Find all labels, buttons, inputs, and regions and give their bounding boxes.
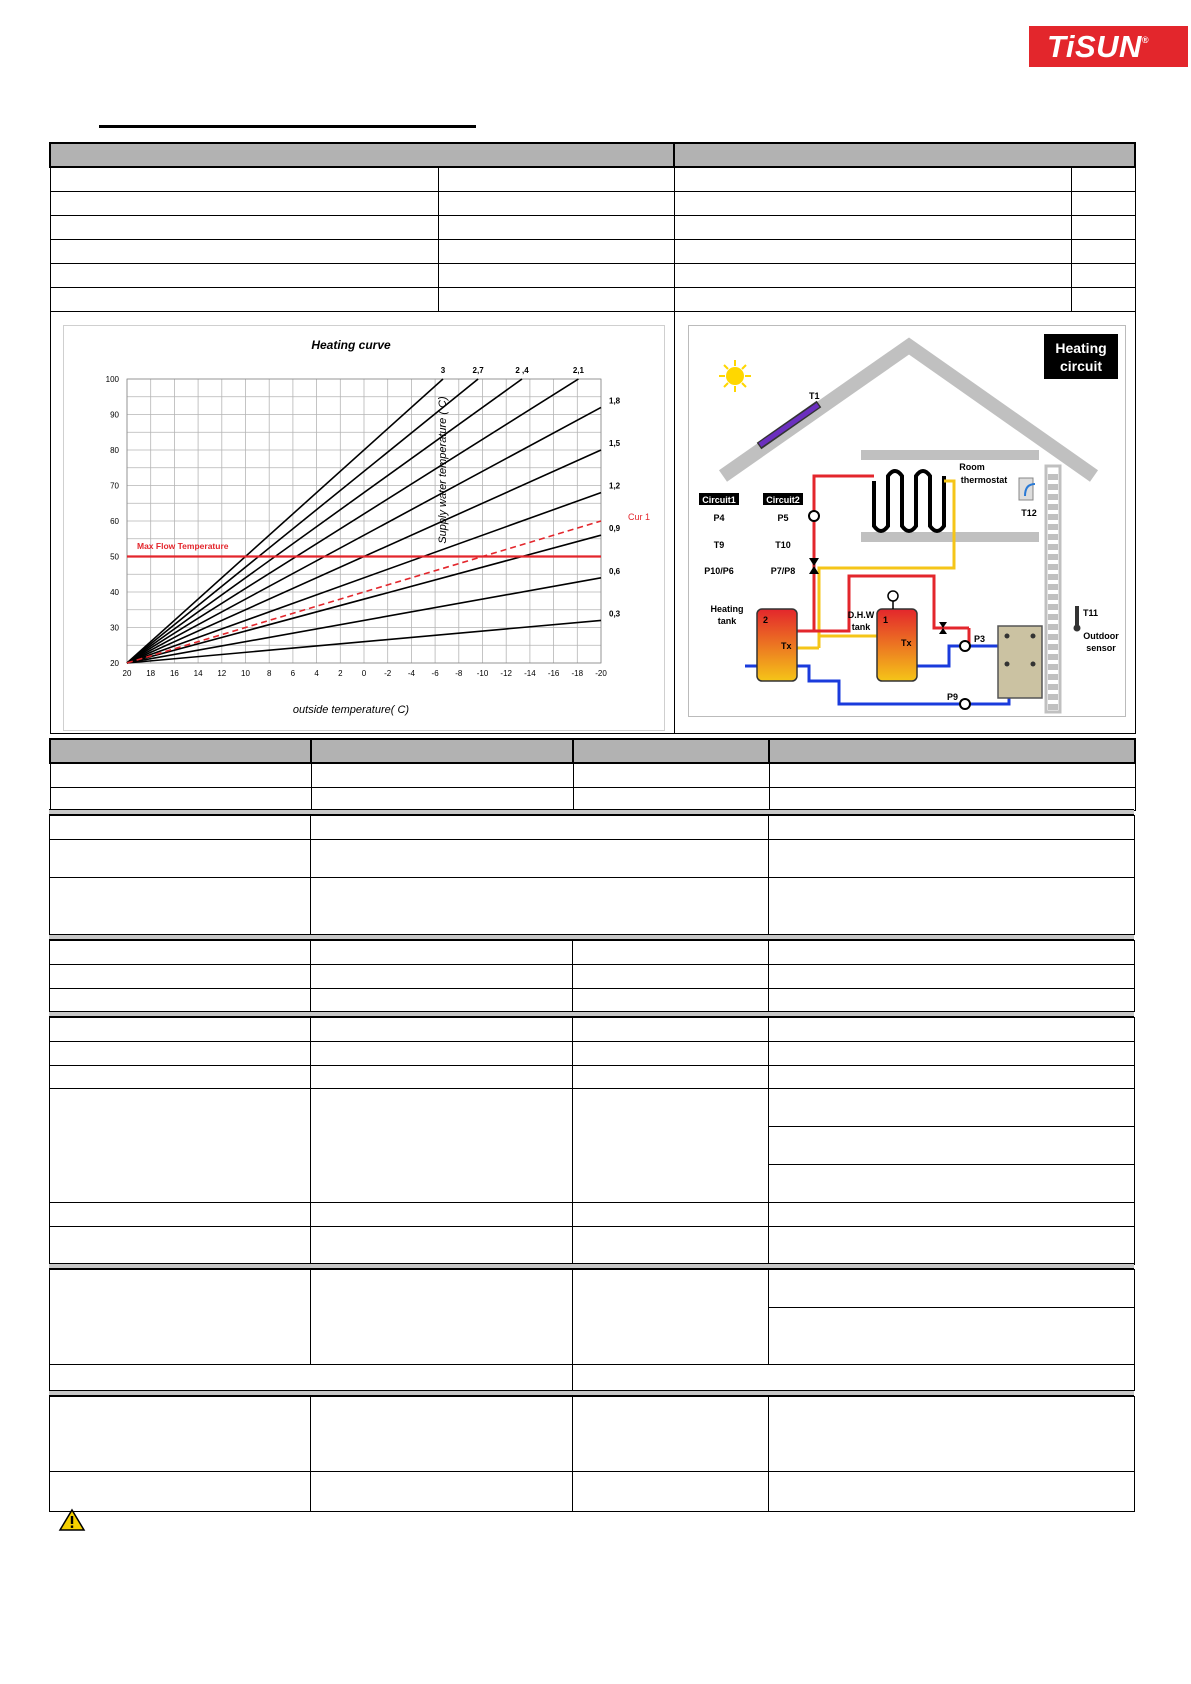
floor-heating-coil [874,471,944,531]
label-outdoor-2: sensor [1086,643,1116,653]
y-tick-label: 30 [110,623,119,633]
x-tick-label: -18 [571,669,584,678]
label-t12: T12 [1021,508,1037,518]
sun-icon [719,360,751,392]
label-heating-tank-1: Heating [710,604,744,614]
label-dhw-2: tank [851,622,871,632]
cell [311,1397,573,1472]
x-tick-label: 6 [290,669,296,678]
y-tick-label: 50 [110,552,119,562]
cell [769,1227,1135,1265]
cell [573,941,769,965]
heating-circuit-diagram [689,326,1127,718]
cell [438,263,674,287]
curve-label-top: 3 [440,366,446,375]
table-row [50,1472,1135,1512]
x-tick-label: -2 [384,669,392,678]
cell [769,1042,1135,1066]
wall-rung [1048,614,1058,620]
label-t11: T11 [1083,608,1099,618]
cell [311,1270,573,1365]
cell [311,787,573,810]
x-tick-label: 16 [169,669,179,678]
top-header-right [674,143,1135,167]
wall-rung [1048,474,1058,480]
curve-label-right: 1,8 [609,396,621,406]
x-tick-label: -6 [431,669,439,678]
x-tick-label: 14 [193,669,203,678]
wall-rung [1048,604,1058,610]
cell [573,1066,769,1089]
cell [573,1089,769,1203]
cell [769,787,1135,810]
cell [573,1365,1135,1391]
x-tick-label: 18 [146,669,156,678]
cell [573,763,769,787]
cell [769,1308,1135,1365]
curve-label-top: 2,1 [572,366,584,375]
wall-rung [1048,544,1058,550]
cell [311,816,769,840]
cell [674,191,1071,215]
cell [573,787,769,810]
wall-rung [1048,634,1058,640]
curve-label-right: 0,6 [609,566,621,576]
brand-name: TiSUN [1047,29,1142,64]
cell [311,1089,573,1203]
cell [1071,215,1135,239]
warning-icon [58,1508,86,1532]
curve-label-top: 2,7 [472,366,484,375]
cell [438,191,674,215]
cell [674,215,1071,239]
heating-curve-chart [64,326,666,732]
wall-rung [1048,554,1058,560]
heat-pump-port [1005,662,1010,667]
label-p5: P5 [777,513,789,523]
table-row [50,1397,1135,1472]
top-row [50,215,1135,239]
cell [769,878,1135,935]
x-ticks [123,669,608,678]
table-row [50,1066,1135,1089]
label-p10-p6: P10/P6 [704,566,734,576]
y-tick-label: 100 [105,375,119,384]
table-row [50,840,1135,878]
cell [573,739,769,763]
label-tx-dhw: Tx [901,638,912,648]
wall-rung [1048,534,1058,540]
wall-rung [1048,674,1058,680]
cell [769,1397,1135,1472]
label-thermostat: thermostat [960,475,1008,485]
cell [769,965,1135,989]
pump-p3-icon [960,641,970,651]
table-block-6 [49,1396,1135,1512]
table-block-1 [49,738,1136,811]
cell [311,1066,573,1089]
cell [573,1203,769,1227]
wall-rung [1048,664,1058,670]
solar-collector-panel [760,405,818,445]
cell [50,787,311,810]
table-row [50,1203,1135,1227]
top-row [50,287,1135,311]
brand-logo [1029,26,1188,67]
cell [674,287,1071,311]
cell [50,1472,311,1512]
cell [50,287,438,311]
curve-label-right: 1,2 [609,481,621,491]
shower-icon [888,591,898,609]
heat-pump-port [1031,662,1036,667]
cell [769,1066,1135,1089]
x-tick-label: 10 [241,669,250,678]
curve-label-right: 1,5 [609,439,621,448]
y-axis-label: Supply water temperature ( C) [437,396,449,544]
floor-upper [861,450,1039,460]
cell [50,215,438,239]
cell [50,1270,311,1365]
wall-rung [1048,594,1058,600]
cell [50,1227,311,1265]
circuit-title-line1: Heating [1055,340,1107,356]
cell [50,989,311,1012]
cell [311,840,769,878]
label-dhw-1: D.H.W [847,610,875,620]
wall-rung [1048,704,1058,710]
x-tick-label: 8 [266,669,272,678]
y-tick-label: 90 [110,410,119,420]
cell [50,1042,311,1066]
cell [438,287,674,311]
top-row [50,263,1135,287]
cell [311,1472,573,1512]
wall-rung [1048,564,1058,570]
table-row [50,1227,1135,1265]
table-row [50,965,1135,989]
cell [438,239,674,263]
table-row [50,787,1135,810]
circuit-title-line2: circuit [1059,358,1103,374]
cell [1071,167,1135,191]
cell [769,989,1135,1012]
cell [50,191,438,215]
table-block-5 [49,1269,1135,1391]
table-block-3 [49,940,1135,1012]
cell [50,878,311,935]
x-tick-label: 20 [122,669,132,678]
cell [769,739,1135,763]
thermometer-icon [1075,606,1079,626]
heating-circuit-panel [688,325,1126,717]
cell [311,1042,573,1066]
cell [769,816,1135,840]
wall-rung [1048,684,1058,690]
cell [1071,287,1135,311]
heat-pump-port [1005,634,1010,639]
label-p3: P3 [974,634,986,644]
label-t9: T9 [713,540,725,550]
cell [438,215,674,239]
label-circuit1: Circuit1 [702,495,736,505]
cell [573,1270,769,1365]
cell [50,840,311,878]
cell [50,167,438,191]
supply-pipe-red [814,476,874,631]
x-tick-label: -10 [476,669,489,678]
top-header-left [50,143,674,167]
cell [50,1089,311,1203]
cell [769,1165,1135,1203]
pump-p9-icon [960,699,970,709]
table-row [50,1365,1135,1391]
y-tick-label: 80 [110,446,119,455]
label-tx-heating: Tx [781,641,792,651]
cell [311,1227,573,1265]
brand-registered-mark: ® [1141,35,1150,45]
cell [50,1203,311,1227]
x-tick-label: -4 [407,669,415,678]
cell [769,840,1135,878]
cell [769,1018,1135,1042]
title-underline [99,125,476,128]
curve-labels [441,366,621,618]
label-outdoor-1: Outdoor [1083,631,1119,641]
table-row [50,1042,1135,1066]
cell [573,1227,769,1265]
y-tick-label: 20 [110,659,119,668]
cell [573,1018,769,1042]
max-flow-label: Max Flow Temperature [137,541,229,551]
label-p7-p8: P7/P8 [770,566,796,576]
table-row [50,1270,1135,1308]
y-tick-label: 40 [110,588,119,597]
cell [573,965,769,989]
cell [50,941,311,965]
label-heating-tank-2: tank [717,616,737,626]
x-tick-label: 0 [361,669,367,678]
cell [50,1066,311,1089]
label-t10: T10 [775,540,791,550]
wall-rung [1048,514,1058,520]
wall-rung [1048,584,1058,590]
wall-rung [1048,654,1058,660]
floor-lower [861,532,1039,542]
cell [311,763,573,787]
label-circuit2: Circuit2 [766,495,800,505]
cell [1071,191,1135,215]
thermometer-bulb [1074,625,1081,632]
wall-rung [1048,644,1058,650]
label-tank2-num: 2 [763,615,769,625]
cell [769,1203,1135,1227]
table-header-row [50,739,1135,763]
y-tick-label: 60 [110,517,119,526]
wall-rung [1048,504,1058,510]
wall-rung [1048,494,1058,500]
cell [769,1472,1135,1512]
label-p4: P4 [713,513,725,523]
chart-title: Heating curve [311,338,391,352]
cell [674,239,1071,263]
heat-pump-port [1031,634,1036,639]
heat-pump-unit [998,626,1042,698]
heating-curve-panel [63,325,665,731]
top-row [50,167,1135,191]
label-room: Room [959,462,985,472]
x-tick-label: -8 [455,669,463,678]
cell [769,1127,1135,1165]
cell [50,816,311,840]
cell [1071,263,1135,287]
table-block-2 [49,815,1135,935]
cur-label: Cur 1 [628,512,651,522]
cell [769,1089,1135,1127]
x-tick-label: 4 [314,669,319,678]
x-tick-label: -12 [500,669,512,678]
cell [674,167,1071,191]
cell [573,989,769,1012]
cell [50,763,311,787]
x-axis-label: outside temperature( C) [292,704,410,716]
cell [311,739,573,763]
wall-rung [1048,624,1058,630]
table-row [50,1089,1135,1127]
y-ticks [106,375,120,668]
wall-rung [1048,524,1058,530]
table-row [50,989,1135,1012]
pump-p5-icon [809,511,819,521]
table-block-4 [49,1017,1135,1265]
cell [50,739,311,763]
y-tick-label: 70 [110,481,119,491]
x-tick-label: 12 [217,669,227,678]
cell [769,1270,1135,1308]
x-tick-label: -20 [595,669,607,678]
cell [50,1018,311,1042]
cell [1071,239,1135,263]
table-row [50,816,1135,840]
top-header-row [50,143,1135,167]
label-tank1-num: 1 [883,615,889,625]
cell [50,1397,311,1472]
x-tick-label: -16 [547,669,560,678]
table-row [50,941,1135,965]
cell [50,1365,573,1391]
cell [50,239,438,263]
wall-rung [1048,694,1058,700]
table-row [50,878,1135,935]
room-thermostat-icon [1019,478,1035,500]
curve-label-top: 2 ,4 [515,366,529,375]
cell [311,1018,573,1042]
cell [769,941,1135,965]
wall-rung [1048,574,1058,580]
label-p9: P9 [947,692,959,702]
cell [50,965,311,989]
wall-rung [1048,484,1058,490]
table-row [50,763,1135,787]
valve-icon [809,558,819,566]
cell [674,263,1071,287]
top-row [50,191,1135,215]
curve-label-right: 0,3 [609,609,621,619]
cell [573,1042,769,1066]
cell [311,989,573,1012]
cell [573,1472,769,1512]
cell [311,941,573,965]
table-row [50,1018,1135,1042]
x-tick-label: 2 [338,669,343,678]
cell [311,1203,573,1227]
label-t1: T1 [809,391,820,401]
cell [311,965,573,989]
cell [50,263,438,287]
cell [573,1397,769,1472]
cell [769,763,1135,787]
cell [438,167,674,191]
top-row [50,239,1135,263]
cell [311,878,769,935]
x-tick-label: -14 [524,669,536,678]
curve-label-right: 0,9 [609,524,621,534]
